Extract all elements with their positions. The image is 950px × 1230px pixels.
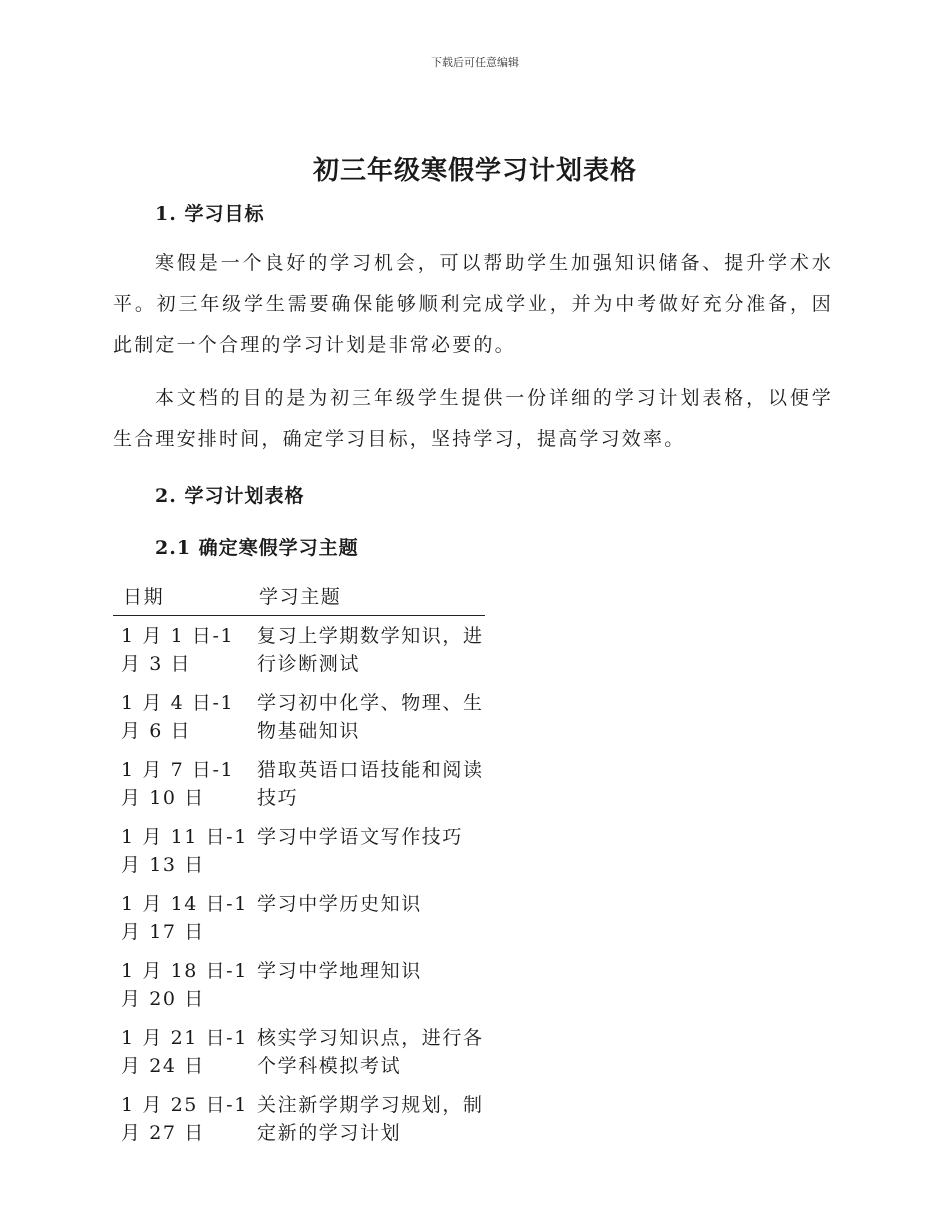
table-row — [113, 817, 485, 884]
topic-cell: 复习上学期数学知识，进行诊断测试 — [257, 625, 484, 675]
topic-cell: 学习中学历史知识 — [257, 893, 422, 915]
topic-cell: 学习中学语文写作技巧 — [257, 826, 464, 848]
paragraph-intro: 寒假是一个良好的学习机会，可以帮助学生加强知识储备、提升学术水平。初三年级学生需要确保能够顺利完成学业，并为中考做好充分准备，因此制定一个合理的学习计划是非常必要的。 — [113, 252, 833, 356]
date-cell: 1 月 18 日-1 月 20 日 — [121, 960, 248, 1010]
table-row — [113, 1085, 485, 1152]
table-header-row — [113, 580, 485, 616]
section-heading-plan: 2. 学习计划表格 — [155, 485, 305, 507]
topic-cell: 猎取英语口语技能和阅读技巧 — [257, 759, 484, 809]
table-row — [113, 750, 485, 817]
topic-cell: 学习中学地理知识 — [257, 960, 422, 982]
table-row — [113, 1018, 485, 1085]
topic-cell: 学习初中化学、物理、生物基础知识 — [257, 692, 484, 742]
date-cell: 1 月 11 日-1 月 13 日 — [121, 826, 248, 876]
column-header-date: 日期 — [113, 580, 249, 616]
subsection-heading-topics: 2.1 确定寒假学习主题 — [155, 537, 359, 559]
table-row — [113, 884, 485, 951]
date-cell: 1 月 1 日-1 月 3 日 — [121, 625, 235, 675]
section-heading-goals: 1. 学习目标 — [155, 203, 265, 225]
date-cell: 1 月 7 日-1 月 10 日 — [121, 759, 235, 809]
column-header-topic: 学习主题 — [249, 580, 485, 616]
table-row — [113, 683, 485, 750]
paragraph-purpose: 本文档的目的是为初三年级学生提供一份详细的学习计划表格，以便学生合理安排时间，确定学习目标，坚持学习，提高学习效率。 — [113, 387, 833, 450]
date-cell: 1 月 14 日-1 月 17 日 — [121, 893, 248, 943]
document-title: 初三年级寒假学习计划表格 — [312, 156, 637, 186]
topic-cell: 关注新学期学习规划，制定新的学习计划 — [257, 1094, 484, 1144]
study-plan-table — [113, 580, 485, 1152]
date-cell: 1 月 21 日-1 月 24 日 — [121, 1027, 248, 1077]
date-cell: 1 月 25 日-1 月 27 日 — [121, 1094, 248, 1144]
table-row — [113, 616, 485, 684]
topic-cell: 核实学习知识点，进行各个学科模拟考试 — [257, 1027, 484, 1077]
table-row — [113, 951, 485, 1018]
header-note: 下载后可任意编辑 — [431, 56, 519, 69]
date-cell: 1 月 4 日-1 月 6 日 — [121, 692, 235, 742]
